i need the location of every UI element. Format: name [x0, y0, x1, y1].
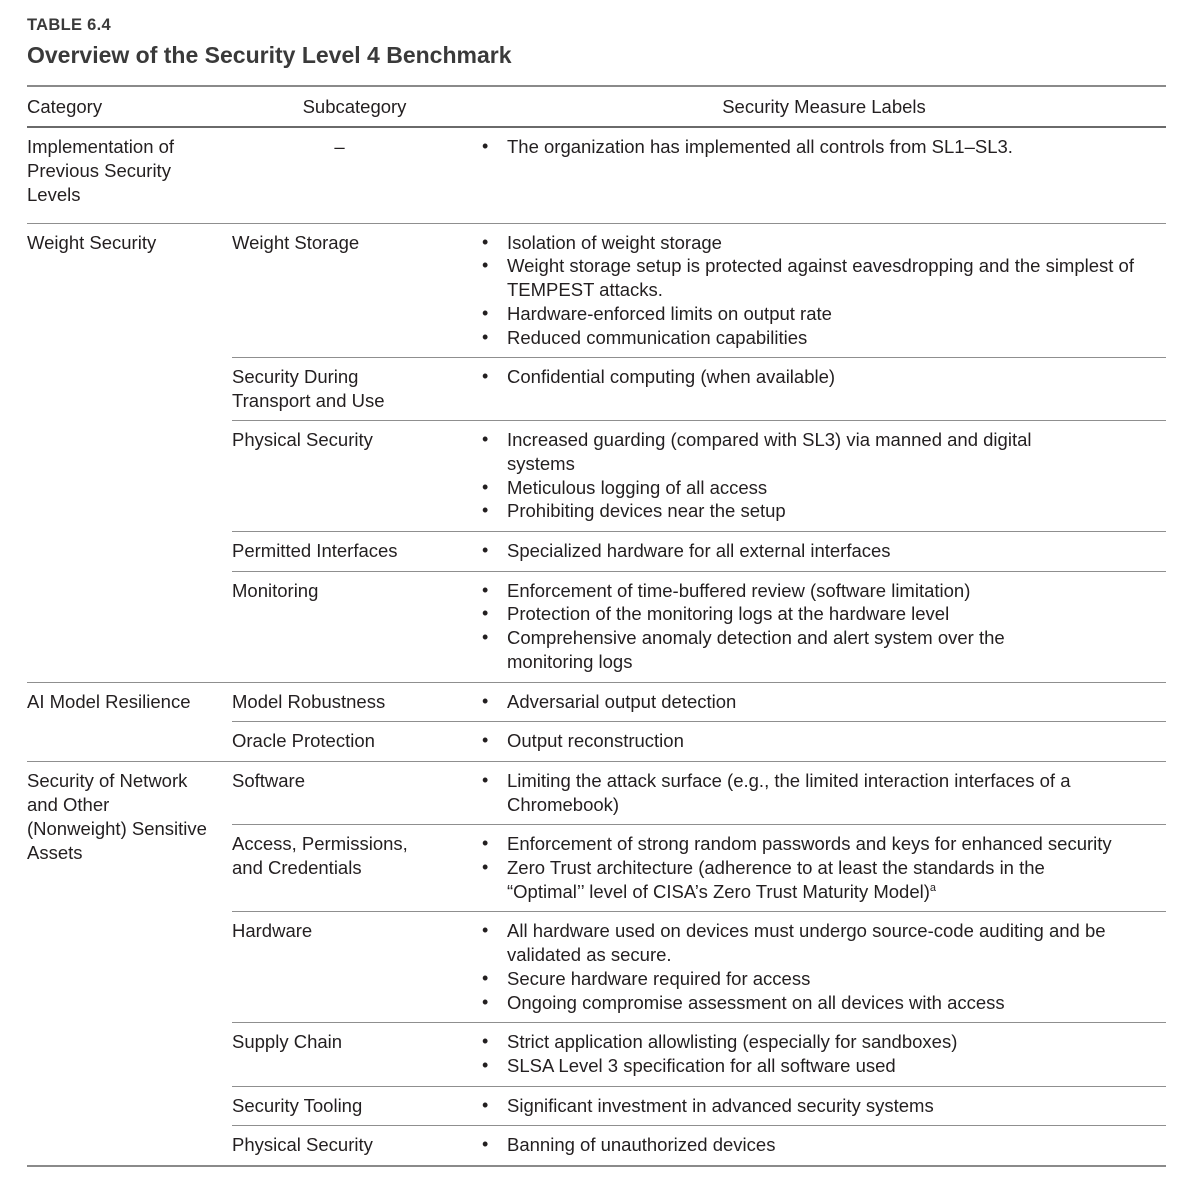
measure-item: • Banning of unauthorized devices — [477, 1133, 1166, 1157]
measure-item: • Increased guarding (compared with SL3) via manned and digital systems — [477, 428, 1096, 475]
table-row — [232, 128, 1166, 223]
table-row — [232, 911, 1166, 1022]
header-measures: Security Measure Labels — [722, 95, 926, 117]
category-cell: Security of Network and Other (Nonweight) Sensitive Assets — [27, 769, 207, 863]
table-row — [232, 571, 1166, 682]
measure-item: • Confidential computing (when available) — [477, 365, 1166, 389]
security-benchmark-table — [27, 85, 1166, 1167]
measure-item: • SLSA Level 3 specification for all software used — [477, 1054, 1166, 1078]
subcategory-cell: Weight Storage — [232, 231, 360, 253]
header-subcategory: Subcategory — [302, 95, 407, 117]
table-row — [232, 1022, 1166, 1085]
measure-list — [477, 912, 1166, 1022]
measure-item: • Reduced communication capabilities — [477, 326, 1166, 350]
table-row — [232, 683, 1166, 722]
measure-list — [477, 128, 1166, 223]
subcategory-cell: Software — [232, 769, 306, 791]
table-group — [27, 126, 1166, 223]
measure-list — [477, 825, 1166, 911]
table-row — [232, 762, 1166, 824]
subcategory-cell: Permitted Interfaces — [232, 540, 398, 562]
measure-list — [477, 683, 1166, 722]
measure-list — [477, 1126, 1166, 1165]
table-row — [232, 1125, 1166, 1165]
subcategory-cell: Monitoring — [232, 579, 319, 601]
subcategory-cell: Security Tooling — [232, 1094, 363, 1116]
measure-item: • Strict application allowlisting (especially for sandboxes) — [477, 1030, 1166, 1054]
measure-item: • Enforcement of time-buffered review (software limitation) — [477, 579, 1066, 603]
table-title: Overview of the Security Level 4 Benchmark — [27, 42, 512, 68]
measure-item: • Output reconstruction — [477, 729, 1166, 753]
measure-item: • Secure hardware required for access — [477, 967, 1166, 991]
measure-item: • Enforcement of strong random passwords and keys for enhanced security — [477, 832, 1116, 856]
measure-list — [477, 722, 1166, 761]
table-row — [232, 531, 1166, 571]
subcategory-cell: Supply Chain — [232, 1031, 343, 1053]
table-row — [232, 420, 1166, 531]
table-group — [27, 761, 1166, 1165]
measure-item: • Comprehensive anomaly detection and alert system over the monitoring logs — [477, 626, 1066, 673]
measure-item: • Adversarial output detection — [477, 690, 1166, 714]
measure-item: • Specialized hardware for all external interfaces — [477, 539, 1166, 563]
measure-list — [477, 1087, 1166, 1126]
measure-item: • Meticulous logging of all access — [477, 476, 1096, 500]
measure-item: • Isolation of weight storage — [477, 231, 1166, 255]
bottom-rule — [27, 1165, 1166, 1167]
measure-item: • Ongoing compromise assessment on all devices with access — [477, 991, 1166, 1015]
measure-item: • Limiting the attack surface (e.g., the limited interaction interfaces of a Chromebook) — [477, 769, 1146, 816]
measure-list — [477, 224, 1166, 358]
table-row — [232, 1086, 1166, 1126]
table-row — [232, 721, 1166, 761]
table-row — [232, 824, 1166, 911]
measure-item: • Zero Trust architecture (adherence to at least the standards in the “Optimal’’ level of CISA’s Zero Trust Maturity Model)$^a$ — [477, 856, 1116, 903]
subcategory-cell: Physical Security — [232, 1134, 373, 1156]
subcategory-cell: Model Robustness — [232, 690, 386, 712]
measure-item: • Significant investment in advanced security systems — [477, 1094, 1166, 1118]
subcategory-cell: – — [334, 136, 345, 157]
category-cell: AI Model Resilience — [27, 690, 191, 712]
measure-item: • The organization has implemented all controls from SL1–SL3. — [477, 135, 1166, 159]
subcategory-cell: Access, Permissions, and Credentials — [232, 833, 408, 879]
measure-item: • All hardware used on devices must undergo source-code auditing and be validated as secure. — [477, 919, 1166, 966]
table-group — [27, 682, 1166, 761]
table-group — [27, 223, 1166, 682]
measure-list — [477, 421, 1166, 531]
table-number: TABLE 6.4 — [27, 16, 111, 34]
measure-list — [477, 532, 1166, 571]
measure-list — [477, 572, 1166, 682]
table-header-row — [27, 87, 1166, 126]
measure-list — [477, 1023, 1166, 1085]
category-cell: Implementation of Previous Security Levels — [27, 136, 175, 205]
measure-item: • Hardware-enforced limits on output rate — [477, 302, 1166, 326]
measure-item: • Weight storage setup is protected against eavesdropping and the simplest of TEMPEST attacks. — [477, 254, 1166, 301]
measure-item: • Protection of the monitoring logs at the hardware level — [477, 602, 1066, 626]
subcategory-cell: Oracle Protection — [232, 730, 375, 752]
header-category: Category — [27, 95, 103, 117]
measure-list — [477, 358, 1166, 420]
subcategory-cell: Security During Transport and Use — [232, 366, 385, 412]
subcategory-cell: Hardware — [232, 920, 313, 942]
subcategory-cell: Physical Security — [232, 429, 373, 451]
table-row — [232, 357, 1166, 420]
category-cell: Weight Security — [27, 231, 157, 253]
measure-list — [477, 762, 1166, 824]
table-row — [232, 224, 1166, 358]
measure-item: • Prohibiting devices near the setup — [477, 499, 1096, 523]
footnote-marker: a — [929, 881, 937, 894]
